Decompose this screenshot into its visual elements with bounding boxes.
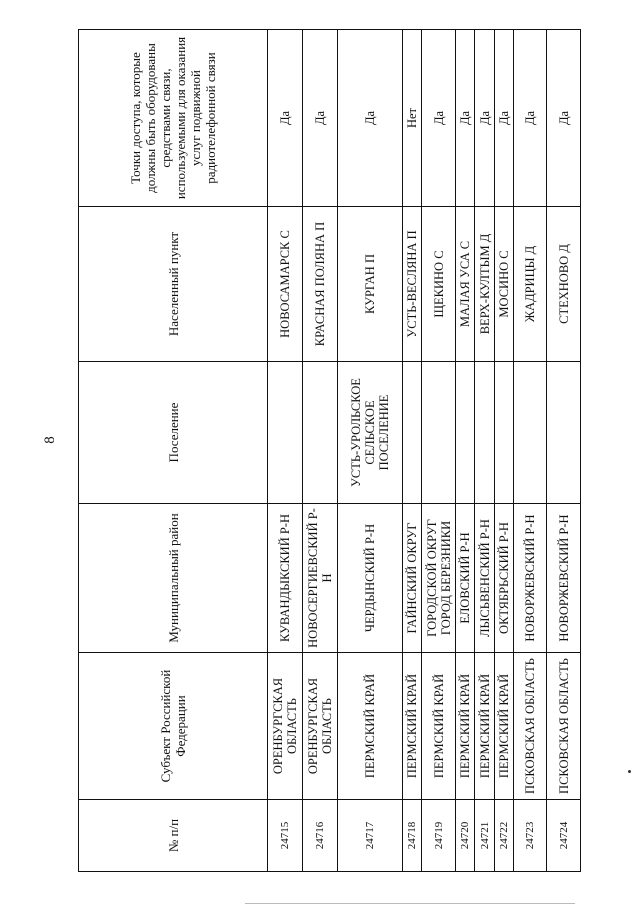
cell-access: Да <box>302 30 337 207</box>
cell-subject: ПСКОВСКАЯ ОБЛАСТЬ <box>513 653 547 800</box>
cell-settlement <box>268 362 303 504</box>
table-row <box>337 30 402 872</box>
cell-settlement <box>547 362 581 504</box>
header-row <box>79 30 268 872</box>
table-row <box>513 30 547 872</box>
cell-settlement <box>302 362 337 504</box>
cell-access: Да <box>475 30 494 207</box>
cell-settlement: УСТЬ-УРОЛЬСКОЕ СЕЛЬСКОЕ ПОСЕЛЕНИЕ <box>337 362 402 504</box>
cell-district: ЛЫСЬВЕНСКИЙ Р-Н <box>475 504 494 653</box>
cell-access: Да <box>494 30 513 207</box>
cell-number: 24724 <box>547 800 581 872</box>
table-row <box>456 30 475 872</box>
cell-access: Да <box>337 30 402 207</box>
cell-settlement <box>402 362 421 504</box>
table-row <box>421 30 456 872</box>
table-row <box>494 30 513 872</box>
cell-locality: МОСИНО С <box>494 207 513 362</box>
cell-subject: ПЕРМСКИЙ КРАЙ <box>456 653 475 800</box>
header-district: Муниципальный район <box>79 504 268 653</box>
cell-settlement <box>513 362 547 504</box>
cell-number: 24723 <box>513 800 547 872</box>
cell-settlement <box>475 362 494 504</box>
cell-district: ОКТЯБРЬСКИЙ Р-Н <box>494 504 513 653</box>
cell-access: Да <box>513 30 547 207</box>
settlements-table <box>78 29 581 872</box>
scan-dot <box>628 770 631 773</box>
cell-locality: ВЕРХ-КУЛТЫМ Д <box>475 207 494 362</box>
cell-district: НОВОРЖЕВСКИЙ Р-Н <box>547 504 581 653</box>
table-header <box>79 30 268 872</box>
cell-locality: ЩЕКИНО С <box>421 207 456 362</box>
cell-subject: ОРЕНБУРГСКАЯ ОБЛАСТЬ <box>268 653 303 800</box>
scan-edge-line <box>245 903 575 904</box>
cell-district: КУВАНДЫКСКИЙ Р-Н <box>268 504 303 653</box>
cell-locality: НОВОСАМАРСК С <box>268 207 303 362</box>
cell-subject: ПЕРМСКИЙ КРАЙ <box>402 653 421 800</box>
page-number: 8 <box>42 436 58 444</box>
cell-subject: ПЕРМСКИЙ КРАЙ <box>475 653 494 800</box>
cell-number: 24719 <box>421 800 456 872</box>
cell-number: 24718 <box>402 800 421 872</box>
cell-locality: КРАСНАЯ ПОЛЯНА П <box>302 207 337 362</box>
cell-access: Нет <box>402 30 421 207</box>
cell-access: Да <box>421 30 456 207</box>
cell-settlement <box>456 362 475 504</box>
table-row <box>268 30 303 872</box>
header-number: № п/п <box>79 800 268 872</box>
cell-access: Да <box>456 30 475 207</box>
cell-subject: ПСКОВСКАЯ ОБЛАСТЬ <box>547 653 581 800</box>
cell-number: 24717 <box>337 800 402 872</box>
cell-number: 24716 <box>302 800 337 872</box>
table-row <box>402 30 421 872</box>
header-subject: Субъект Российской Федерации <box>79 653 268 800</box>
header-locality: Населенный пункт <box>79 207 268 362</box>
cell-number: 24721 <box>475 800 494 872</box>
table-row <box>547 30 581 872</box>
table-row <box>475 30 494 872</box>
cell-locality: СТЕХНОВО Д <box>547 207 581 362</box>
cell-access: Да <box>547 30 581 207</box>
cell-district: НОВОСЕРГИЕВСКИЙ Р-Н <box>302 504 337 653</box>
cell-settlement <box>494 362 513 504</box>
cell-subject: ОРЕНБУРГСКАЯ ОБЛАСТЬ <box>302 653 337 800</box>
cell-access: Да <box>268 30 303 207</box>
rotated-table-container <box>78 30 581 872</box>
table-body <box>268 30 581 872</box>
cell-locality: УСТЬ-ВЕСЛЯНА П <box>402 207 421 362</box>
cell-locality: ЖАДРИЦЫ Д <box>513 207 547 362</box>
cell-locality: МАЛАЯ УСА С <box>456 207 475 362</box>
cell-settlement <box>421 362 456 504</box>
cell-district: ГОРОДСКОЙ ОКРУГ ГОРОД БЕРЕЗНИКИ <box>421 504 456 653</box>
cell-district: ЕЛОВСКИЙ Р-Н <box>456 504 475 653</box>
header-settlement: Поселение <box>79 362 268 504</box>
cell-district: ЧЕРДЫНСКИЙ Р-Н <box>337 504 402 653</box>
table-row <box>302 30 337 872</box>
header-access-points: Точки доступа, которые должны быть оборудованы средствами связи, используемыми для оказания услуг подвижной радиотелефонной связи <box>79 30 268 207</box>
cell-locality: КУРГАН П <box>337 207 402 362</box>
cell-subject: ПЕРМСКИЙ КРАЙ <box>421 653 456 800</box>
cell-number: 24720 <box>456 800 475 872</box>
cell-subject: ПЕРМСКИЙ КРАЙ <box>494 653 513 800</box>
cell-district: ГАЙНСКИЙ ОКРУГ <box>402 504 421 653</box>
cell-number: 24715 <box>268 800 303 872</box>
cell-district: НОВОРЖЕВСКИЙ Р-Н <box>513 504 547 653</box>
cell-number: 24722 <box>494 800 513 872</box>
cell-subject: ПЕРМСКИЙ КРАЙ <box>337 653 402 800</box>
